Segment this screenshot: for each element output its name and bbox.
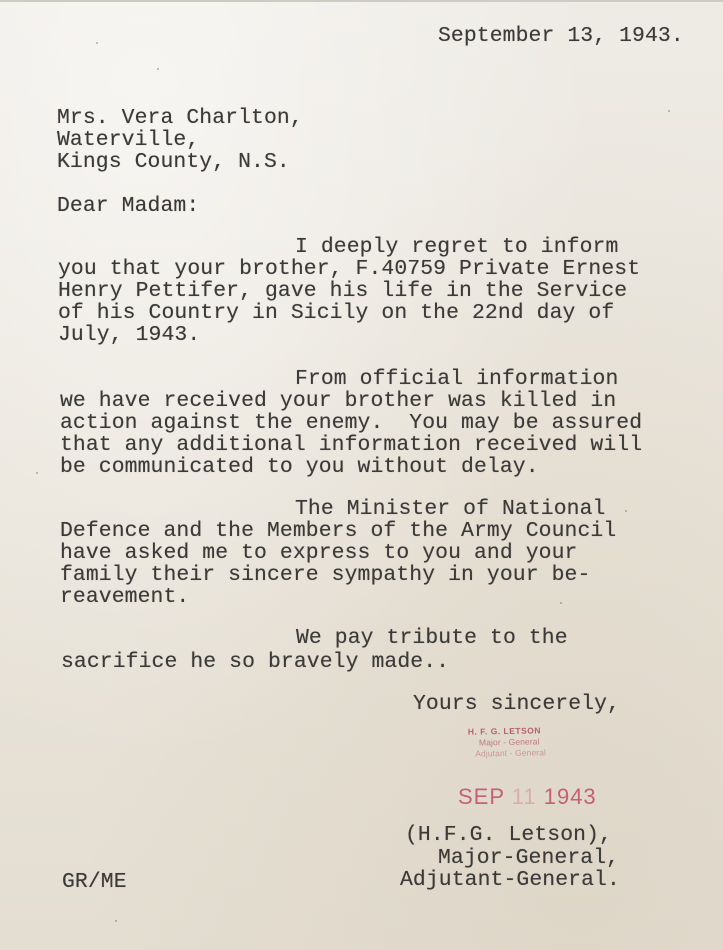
signatory-name: (H.F.G. Letson),: [405, 823, 612, 847]
signature-stamp-title: Adjutant - General: [475, 747, 547, 759]
paragraph-line: July, 1943.: [58, 323, 201, 347]
paragraph-line: of his Country in Sicily on the 22nd day of: [58, 301, 615, 325]
paper-speck: [115, 920, 117, 922]
paper-speck: [36, 472, 38, 474]
signature-stamp: [468, 725, 546, 759]
date-stamp: [458, 784, 597, 810]
paper-speck: [96, 42, 98, 44]
signature-stamp-name: H. F. G. LETSON: [467, 725, 542, 737]
paragraph-line: I deeply regret to inform: [295, 235, 619, 259]
paragraph-line: reavement.: [60, 585, 190, 609]
signature-stamp-rank: Major - General: [478, 736, 540, 748]
paragraph-line: action against the enemy. You may be assured: [60, 411, 643, 435]
date-stamp-year: 1943: [543, 784, 597, 809]
paragraph-line: we have received your brother was killed in: [60, 389, 617, 413]
paragraph-line: family their sincere sympathy in your be-: [60, 563, 591, 587]
letter-date: September 13, 1943.: [438, 24, 684, 48]
paragraph-line: Defence and the Members of the Army Council: [60, 519, 617, 543]
paragraph-line: The Minister of National: [295, 497, 606, 521]
paragraph-line: Henry Pettifer, gave his life in the Service: [58, 279, 628, 303]
recipient-county: Kings County, N.S.: [57, 150, 290, 174]
paragraph-line: have asked me to express to you and your: [60, 541, 578, 565]
recipient-name: Mrs. Vera Charlton,: [57, 106, 303, 130]
paragraph-line: be communicated to you without delay.: [60, 455, 539, 479]
date-stamp-month: SEP: [458, 784, 505, 809]
date-stamp-day: 11: [511, 784, 537, 809]
paper-speck: [625, 510, 627, 512]
signatory-title: Adjutant-General.: [400, 868, 620, 892]
paper-speck: [560, 602, 562, 604]
salutation: Dear Madam:: [57, 194, 200, 218]
closing: Yours sincerely,: [413, 692, 620, 716]
paragraph-line: that any additional information received will: [60, 433, 643, 457]
reference-initials: GR/ME: [62, 870, 127, 894]
paragraph-line: sacrifice he so bravely made..: [61, 650, 450, 674]
paper-speck: [668, 110, 670, 112]
paragraph-line: you that your brother, F.40759 Private Ernest: [58, 257, 641, 281]
paper-speck: [157, 68, 159, 70]
recipient-town: Waterville,: [57, 128, 200, 152]
paragraph-line: We pay tribute to the: [296, 626, 568, 650]
paragraph-line: From official information: [295, 367, 619, 391]
signatory-rank: Major-General,: [438, 846, 620, 870]
